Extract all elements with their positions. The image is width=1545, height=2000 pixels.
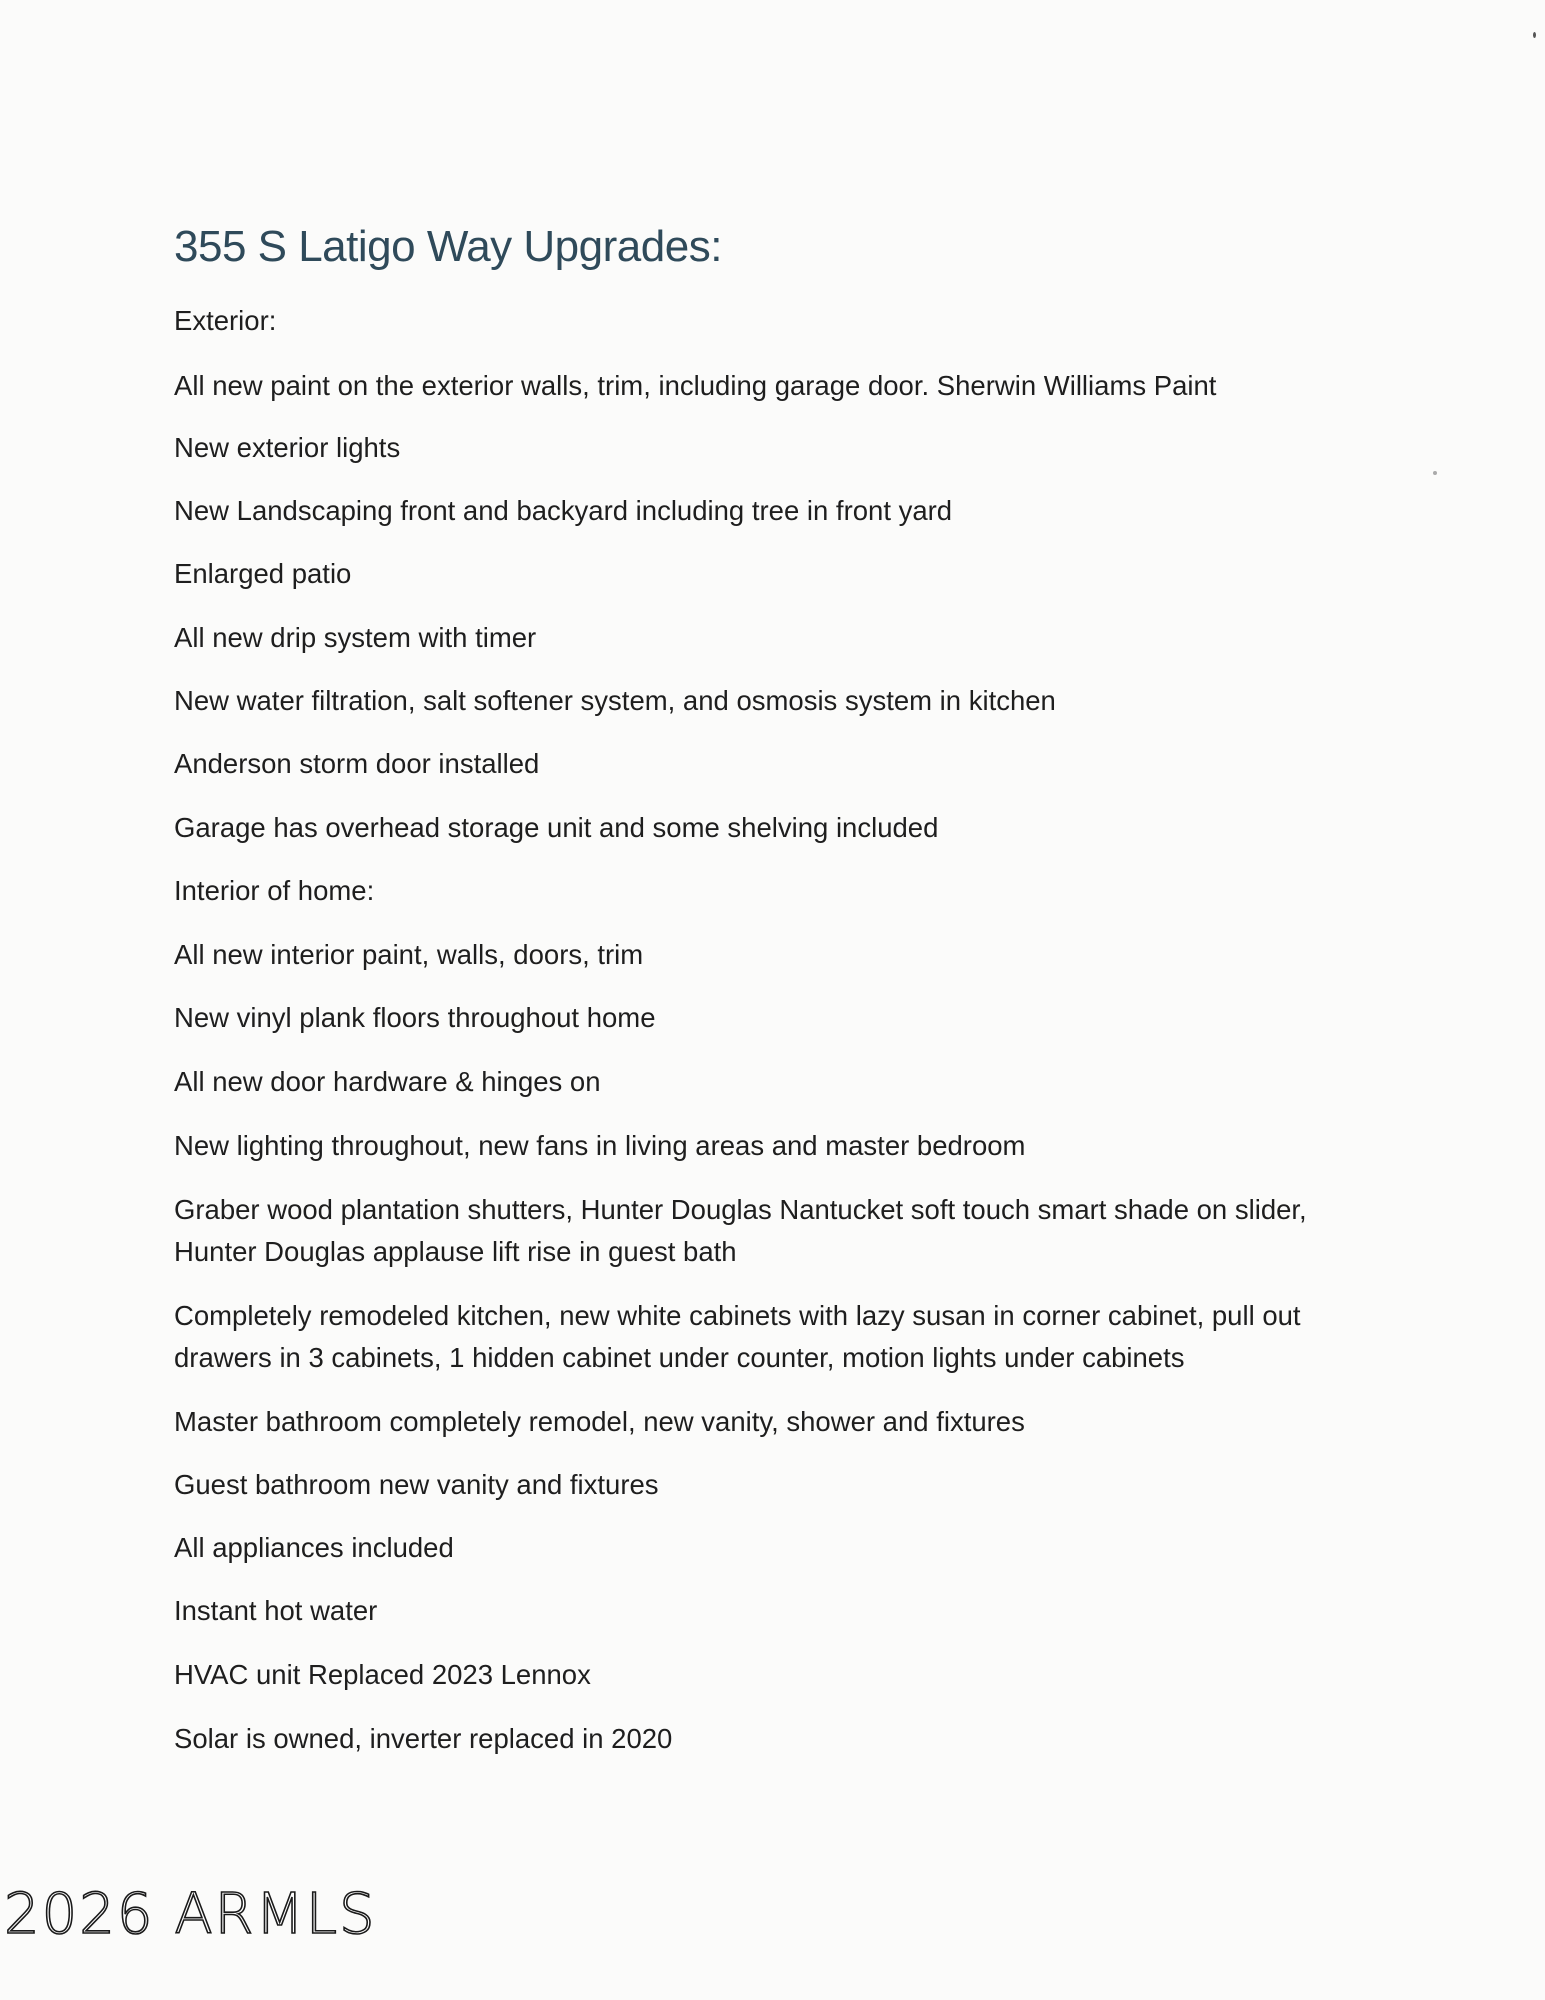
watermark: 2026 ARMLS (4, 1882, 377, 1947)
list-item: Enlarged patio (174, 558, 352, 589)
list-item: New exterior lights (174, 432, 401, 463)
list-item: Master bathroom completely remodel, new vanity, shower and fixtures (174, 1406, 1025, 1437)
list-item: All new paint on the exterior walls, trim, including garage door. Sherwin Williams Paint (174, 370, 1217, 401)
list-item: Garage has overhead storage unit and some shelving included (174, 812, 939, 843)
section-heading-exterior: Exterior: (174, 305, 277, 336)
list-item: New Landscaping front and backyard including tree in front yard (174, 495, 953, 526)
list-item: All appliances included (174, 1532, 454, 1563)
list-item: HVAC unit Replaced 2023 Lennox (174, 1659, 591, 1690)
list-item: New lighting throughout, new fans in living areas and master bedroom (174, 1130, 1026, 1161)
list-item: Graber wood plantation shutters, Hunter Douglas Nantucket soft touch smart shade on slider, Hunter Douglas applause lift rise in guest bath (174, 1194, 1307, 1267)
list-item: Completely remodeled kitchen, new white cabinets with lazy susan in corner cabinet, pull out drawers in 3 cabinets, 1 hidden cabinet under counter, motion lights under cabinets (174, 1300, 1301, 1373)
scan-speck (1533, 32, 1536, 38)
list-item: Anderson storm door installed (174, 748, 540, 779)
document-title: 355 S Latigo Way Upgrades: (174, 222, 722, 271)
list-item: Instant hot water (174, 1595, 378, 1626)
section-heading-interior: Interior of home: (174, 875, 375, 906)
list-item: Solar is owned, inverter replaced in 2020 (174, 1723, 673, 1754)
list-item: Guest bathroom new vanity and fixtures (174, 1469, 659, 1500)
scan-speck (1433, 471, 1437, 475)
list-item: All new door hardware & hinges on (174, 1066, 601, 1097)
list-item: All new interior paint, walls, doors, trim (174, 939, 644, 970)
list-item: All new drip system with timer (174, 622, 537, 653)
list-item: New vinyl plank floors throughout home (174, 1002, 656, 1033)
list-item: New water filtration, salt softener system, and osmosis system in kitchen (174, 685, 1056, 716)
